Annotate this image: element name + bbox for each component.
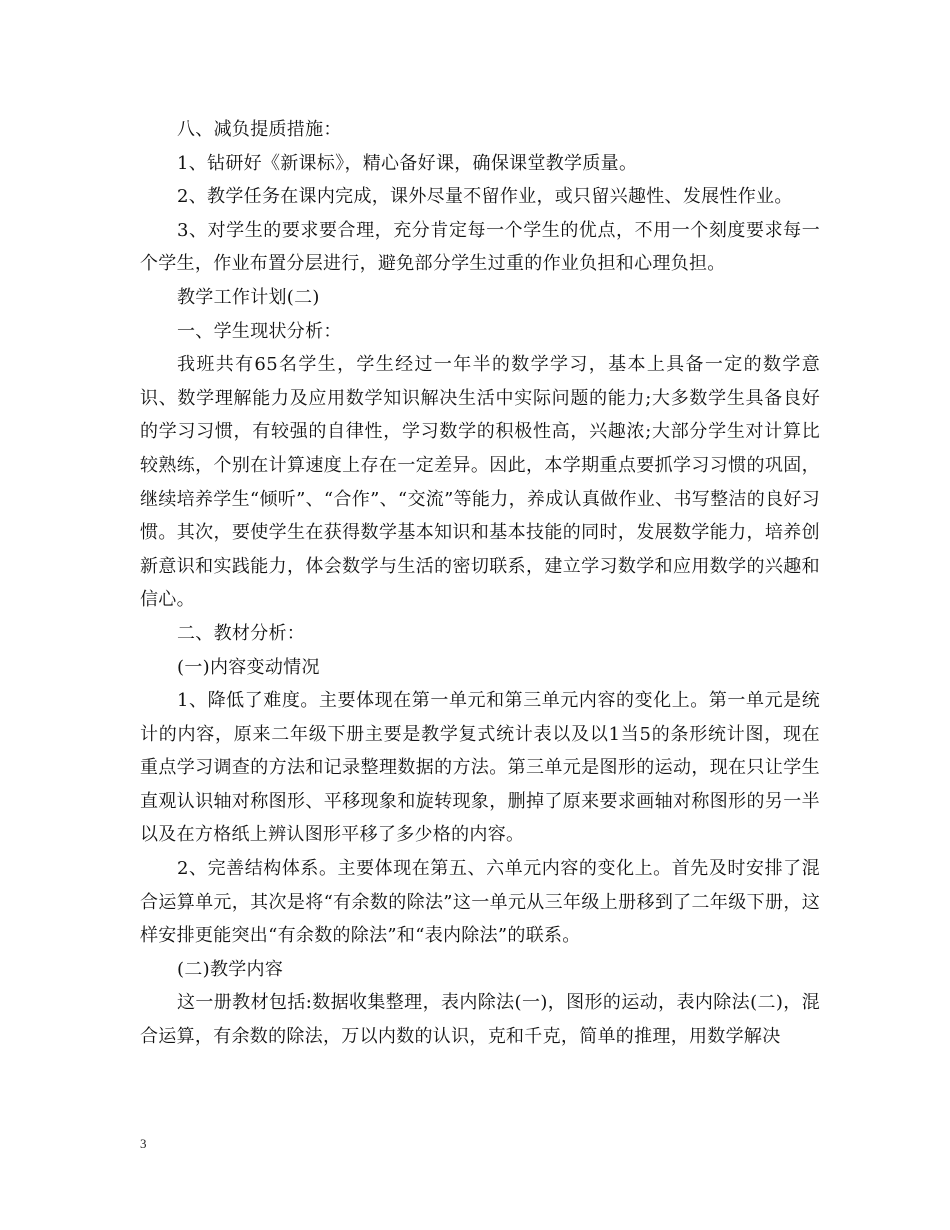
change-item-1: 1、降低了难度。主要体现在第一单元和第三单元内容的变化上。第一单元是统计的内容，原来二年级下册主要是教学复式统计表以及以1当5的条形统计图，现在重点学习调查的方法和记录整理数据的方法。第三单元是图形的运动，现在只让学生直观认识轴对称图形、平移现象和旋转现象，删掉了原来要求画轴对称图形的另一半以及在方格纸上辨认图形平移了多少格的内容。 [140,690,820,846]
page-number: 3 [140,1136,147,1151]
section-heading-student-analysis: 一、学生现状分析： [177,320,342,342]
plan-title: 教学工作计划(二) [177,286,320,308]
measure-item-1: 1、钻研好《新课标》，精心备好课，确保课堂教学质量。 [177,152,638,174]
document-body [140,113,820,1054]
change-item-2: 2、完善结构体系。主要体现在第五、六单元内容的变化上。首先及时安排了混合运算单元，其次是将“有余数的除法”这一单元从三年级上册移到了二年级下册，这样安排更能突出“有余数的除法”和“表内除法”的联系。 [140,858,820,947]
teaching-content-paragraph: 这一册教材包括:数据收集整理，表内除法(一)，图形的运动，表内除法(二)，混合运算，有余数的除法，万以内数的认识，克和千克，简单的推理，用数学解决 [140,992,820,1048]
subheading-content-changes: (一)内容变动情况 [177,656,320,678]
section-heading-textbook-analysis: 二、教材分析： [177,622,306,644]
section-heading-measures: 八、减负提质措施： [177,119,342,140]
measure-item-2: 2、教学任务在课内完成，课外尽量不留作业，或只留兴趣性、发展性作业。 [177,186,793,208]
subheading-teaching-content: (二)教学内容 [177,958,284,980]
student-analysis-paragraph: 我班共有65名学生，学生经过一年半的数学学习，基本上具备一定的数学意识、数学理解能力及应用数学知识解决生活中实际问题的能力;大多数学生具备良好的学习习惯，有较强的自律性，学习数学的积极性高，兴趣浓;大部分学生对计算比较熟练，个别在计算速度上存在一定差异。因此，本学期重点要抓学习习惯的巩固，继续培养学生“倾听”、“合作”、“交流”等能力，养成认真做作业、书写整洁的良好习惯。其次，要使学生在获得数学基本知识和基本技能的同时，发展数学能力，培养创新意识和实践能力，体会数学与生活的密切联系，建立学习数学和应用数学的兴趣和信心。 [140,354,820,611]
measure-item-3: 3、对学生的要求要合理，充分肯定每一个学生的优点，不用一个刻度要求每一个学生，作业布置分层进行，避免部分学生过重的作业负担和心理负担。 [140,219,820,275]
